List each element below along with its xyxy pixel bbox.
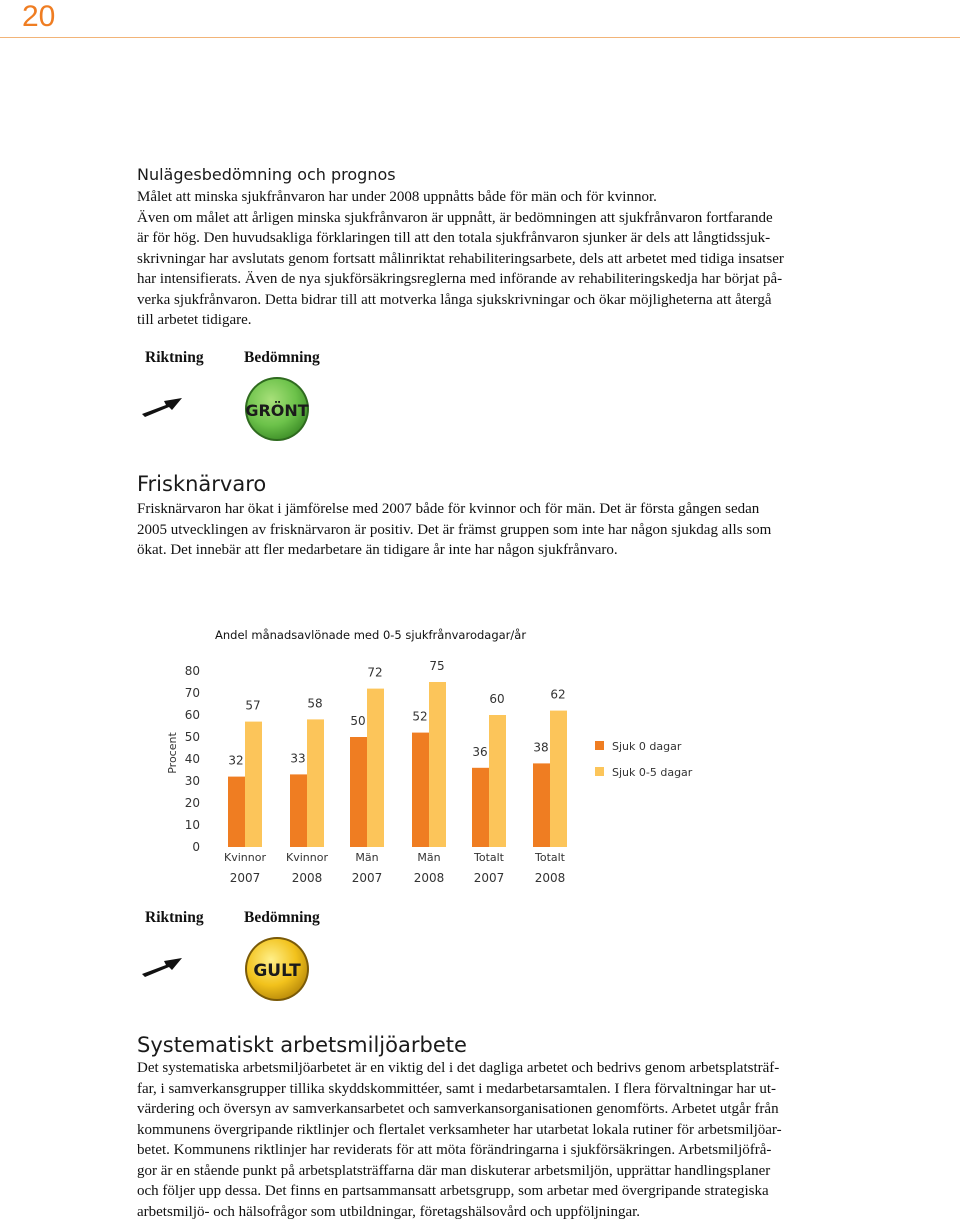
green-status-badge <box>243 375 311 443</box>
section-body-frisknarvaro <box>137 499 819 561</box>
x-tick-label: 2008 <box>414 871 445 885</box>
text-line: verka sjukfrånvaron. Detta bidrar till att motverka långa sjukskrivningar och ökar möjligheterna att återgå <box>137 290 819 311</box>
y-tick-label: 40 <box>185 752 200 766</box>
text-line: skrivningar har avslutats genom fortsatt målinriktat rehabiliteringsarbete, dels att arbetet med tidiga insatser <box>137 249 819 270</box>
text-line: och följer upp dessa. Det finns en partsammansatt arbetsgrupp, som arbetar med övergripande strategiska <box>137 1181 819 1202</box>
x-tick-label: 2008 <box>292 871 323 885</box>
y-tick-label: 0 <box>192 840 200 854</box>
text-line: Det systematiska arbetsmiljöarbetet är en viktig del i det dagliga arbetet och bedrivs genom arbetsplatsträf- <box>137 1058 819 1079</box>
data-label: 50 <box>350 714 365 728</box>
text-line: kommunens övergripande riktlinjer och flertalet verksamheter har utarbetat lokala rutiner för arbetsmiljöar- <box>137 1120 819 1141</box>
text-line: betet. Kommunens riktlinjer har reviderats för att möta förändringarna i sjukförsäkringen. Arbetsmiljöfrå- <box>137 1140 819 1161</box>
text-line: far, i samverkansgrupper tillika skyddskommittéer, samt i medarbetarsamtalen. I flera förvaltningar har ut- <box>137 1079 819 1100</box>
data-label: 72 <box>367 666 382 680</box>
yellow-status-badge <box>243 935 311 1003</box>
text-line: till arbetet tidigare. <box>137 310 819 331</box>
bar-sjuk-0-5-dagar <box>245 722 262 847</box>
text-line: arbetsmiljö- och hälsofrågor som utbildningar, företagshälsovård och uppföljningar. <box>137 1202 819 1222</box>
bar-sjuk-0-dagar <box>472 768 489 847</box>
data-label: 36 <box>472 745 487 759</box>
y-tick-label: 30 <box>185 774 200 788</box>
data-label: 33 <box>290 751 305 765</box>
data-label: 57 <box>245 699 260 713</box>
section-body-prognos <box>137 187 819 331</box>
y-tick-label: 20 <box>185 796 200 810</box>
data-label: 60 <box>489 692 504 706</box>
data-label: 38 <box>533 740 548 754</box>
bar-sjuk-0-dagar <box>412 733 429 847</box>
text-line: gor är en stående punkt på arbetsplatsträffarna där man diskuterar arbetsmiljön, upprättar handlingsplaner <box>137 1161 819 1182</box>
arrow-right-up-icon <box>142 398 184 418</box>
bar-sjuk-0-dagar <box>350 737 367 847</box>
data-label: 58 <box>307 696 322 710</box>
assessment-label: Bedömning <box>244 349 320 367</box>
x-tick-label: 2008 <box>535 871 566 885</box>
legend-swatch <box>595 767 604 776</box>
section-heading-arbetsmiljo: Systematiskt arbetsmiljöarbete <box>137 1033 467 1057</box>
y-tick-label: 60 <box>185 708 200 722</box>
x-tick-label: Kvinnor <box>224 851 266 864</box>
arrow-right-up-icon <box>142 958 184 978</box>
x-tick-label: Totalt <box>473 851 505 864</box>
text-line: ökat. Det innebär att fler medarbetare än tidigare år inte har någon sjukfrånvaro. <box>137 540 819 561</box>
x-tick-label: Kvinnor <box>286 851 328 864</box>
y-tick-label: 50 <box>185 730 200 744</box>
x-tick-label: 2007 <box>474 871 505 885</box>
y-axis-label: Procent <box>166 732 179 774</box>
badge-text: GULT <box>253 961 301 981</box>
data-label: 52 <box>412 710 427 724</box>
data-label: 75 <box>429 659 444 673</box>
bar-sjuk-0-5-dagar <box>307 719 324 847</box>
text-line: värdering och översyn av samverkansarbetet och samverkansorganisationen genomförts. Arbetet utgår från <box>137 1099 819 1120</box>
x-tick-label: Totalt <box>534 851 566 864</box>
bar-chart <box>150 655 710 895</box>
x-tick-label: 2007 <box>230 871 261 885</box>
top-divider <box>0 37 960 38</box>
x-tick-label: 2007 <box>352 871 383 885</box>
legend-label: Sjuk 0 dagar <box>612 740 682 753</box>
x-tick-label: Män <box>355 851 378 864</box>
legend-swatch <box>595 741 604 750</box>
bar-sjuk-0-dagar <box>290 774 307 847</box>
badge-text: GRÖNT <box>245 401 308 420</box>
bar-sjuk-0-5-dagar <box>550 711 567 847</box>
y-tick-label: 80 <box>185 664 200 678</box>
text-line: 2005 utvecklingen av frisknärvaron är positiv. Det är främst gruppen som inte har någon sjukdag alls som <box>137 520 819 541</box>
data-label: 62 <box>550 688 565 702</box>
legend-label: Sjuk 0-5 dagar <box>612 766 693 779</box>
text-line: Även om målet att årligen minska sjukfrånvaron är uppnått, är bedömningen att sjukfrånvaron fortfarande <box>137 208 819 229</box>
section-heading-prognos: Nulägesbedömning och prognos <box>137 165 396 184</box>
direction-label: Riktning <box>145 349 204 367</box>
bar-sjuk-0-dagar <box>228 777 245 847</box>
bar-sjuk-0-5-dagar <box>429 682 446 847</box>
direction-label: Riktning <box>145 909 204 927</box>
section-heading-frisknarvaro: Frisknärvaro <box>137 472 266 496</box>
x-tick-label: Män <box>417 851 440 864</box>
y-tick-label: 70 <box>185 686 200 700</box>
bar-sjuk-0-5-dagar <box>367 689 384 847</box>
assessment-label: Bedömning <box>244 909 320 927</box>
text-line: Målet att minska sjukfrånvaron har under 2008 uppnåtts både för män och för kvinnor. <box>137 187 819 208</box>
y-tick-label: 10 <box>185 818 200 832</box>
page-number: 20 <box>22 0 55 34</box>
section-body-arbetsmiljo <box>137 1058 819 1222</box>
bar-sjuk-0-5-dagar <box>489 715 506 847</box>
text-line: är för hög. Den huvudsakliga förklaringen till att den totala sjukfrånvaron sjunker är dels att långtidssjuk- <box>137 228 819 249</box>
text-line: Frisknärvaron har ökat i jämförelse med 2007 både för kvinnor och för män. Det är första gången sedan <box>137 499 819 520</box>
data-label: 32 <box>228 754 243 768</box>
bar-sjuk-0-dagar <box>533 763 550 847</box>
text-line: har intensifierats. Även de nya sjukförsäkringsreglerna med införande av rehabiliteringskedja har börjat på- <box>137 269 819 290</box>
chart-title: Andel månadsavlönade med 0-5 sjukfrånvarodagar/år <box>215 628 526 642</box>
